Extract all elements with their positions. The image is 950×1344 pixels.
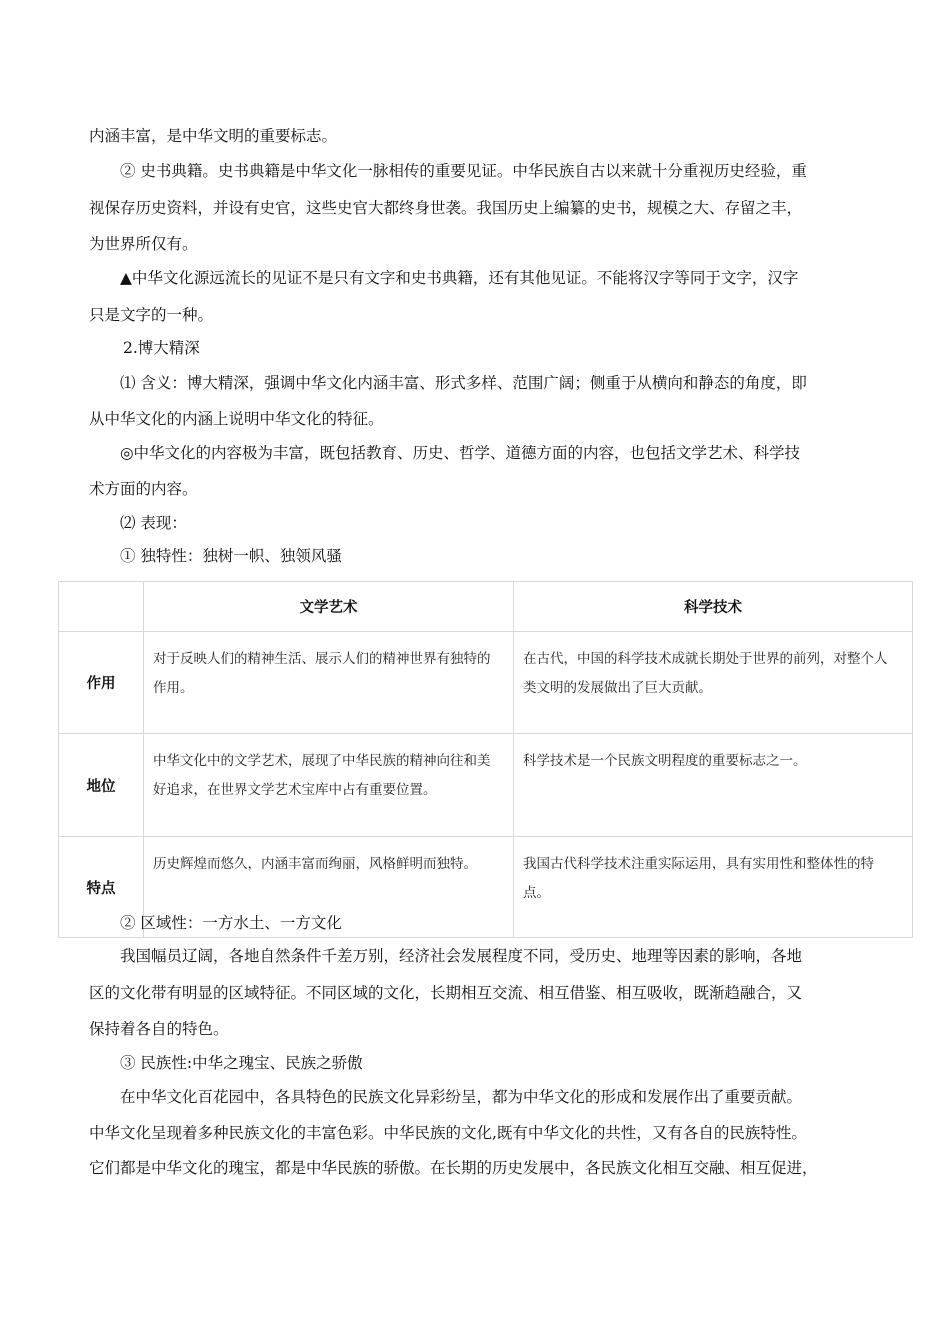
table-header-empty: [59, 582, 144, 632]
cell-line: 点。: [523, 885, 550, 901]
row-label: 作用: [59, 632, 144, 734]
table-cell: [514, 734, 913, 837]
cell-line: 我国古代科学技术注重实际运用，具有实用性和整体性的特: [523, 856, 874, 872]
paragraph-line: 术方面的内容。: [89, 480, 198, 498]
table-row: [59, 734, 913, 837]
row-label: 地位: [59, 734, 144, 837]
cell-line: 作用。: [153, 680, 194, 696]
table-cell: [514, 632, 913, 734]
row-label: 特点: [59, 837, 144, 938]
table-cell: [144, 632, 514, 734]
paragraph-line: ② 区域性：一方水土、一方文化: [120, 914, 342, 932]
paragraph-line: 中华文化呈现着多种民族文化的丰富色彩。中华民族的文化,既有中华文化的共性，又有各自的民族特性。: [89, 1124, 807, 1142]
paragraph-line: 它们都是中华文化的瑰宝，都是中华民族的骄傲。在长期的历史发展中，各民族文化相互交融、相互促进，: [89, 1159, 818, 1177]
cell-line: 类文明的发展做出了巨大贡献。: [523, 680, 712, 696]
paragraph-line: 从中华文化的内涵上说明中华文化的特征。: [89, 410, 384, 428]
paragraph-line: ② 史书典籍。史书典籍是中华文化一脉相传的重要见证。中华民族自古以来就十分重视历史经验，重: [120, 162, 807, 180]
paragraph-line: 保持着各自的特色。: [89, 1020, 229, 1038]
cell-line: 历史辉煌而悠久，内涵丰富而绚丽，风格鲜明而独特。: [153, 856, 477, 872]
paragraph-line: ① 独特性：独树一帜、独领风骚: [120, 547, 342, 565]
paragraph-line: ◎中华文化的内容极为丰富，既包括教育、历史、哲学、道德方面的内容，也包括文学艺术、科学技: [120, 444, 801, 462]
comparison-table: [58, 581, 913, 938]
cell-line: 对于反映人们的精神生活、展示人们的精神世界有独特的: [153, 651, 491, 667]
paragraph-line: 在中华文化百花园中，各具特色的民族文化异彩纷呈，都为中华文化的形成和发展作出了重要贡献。: [120, 1088, 803, 1106]
paragraph-line: ⑵ 表现：: [120, 514, 187, 532]
paragraph-line: 为世界所仅有。: [89, 235, 198, 253]
paragraph-line: ▲中华文化源远流长的见证不是只有文字和史书典籍，还有其他见证。不能将汉字等同于文字，汉字: [120, 269, 799, 287]
table-row: [59, 632, 913, 734]
cell-line: 中华文化中的文学艺术，展现了中华民族的精神向往和美: [153, 753, 491, 769]
table-header-art: 文学艺术: [144, 582, 514, 632]
paragraph-line: 视保存历史资料，并设有史官，这些史官大都终身世袭。我国历史上编纂的史书，规模之大、存留之丰，: [89, 199, 803, 217]
table-header-row: [59, 582, 913, 632]
cell-line: 科学技术是一个民族文明程度的重要标志之一。: [523, 753, 807, 769]
table-cell: [144, 734, 514, 837]
paragraph-line: ⑴ 含义：博大精深，强调中华文化内涵丰富、形式多样、范围广阔；侧重于从横向和静态的角度，即: [120, 374, 807, 392]
section-heading: 2.博大精深: [123, 339, 200, 357]
paragraph-line: 区的文化带有明显的区域特征。不同区域的文化，长期相互交流、相互借鉴、相互吸收，既渐趋融合，又: [89, 984, 803, 1002]
paragraph-line: ③ 民族性:中华之瑰宝、民族之骄傲: [120, 1054, 363, 1072]
paragraph-line: 我国幅员辽阔，各地自然条件千差万别，经济社会发展程度不同，受历史、地理等因素的影响，各地: [120, 947, 803, 965]
paragraph-line: 只是文字的一种。: [89, 306, 214, 324]
cell-line: 在古代，中国的科学技术成就长期处于世界的前列，对整个人: [523, 651, 888, 667]
cell-line: 好追求，在世界文学艺术宝库中占有重要位置。: [153, 782, 437, 798]
table-cell: [514, 837, 913, 938]
table-header-science: 科学技术: [514, 582, 913, 632]
paragraph-line: 内涵丰富，是中华文明的重要标志。: [89, 127, 338, 145]
